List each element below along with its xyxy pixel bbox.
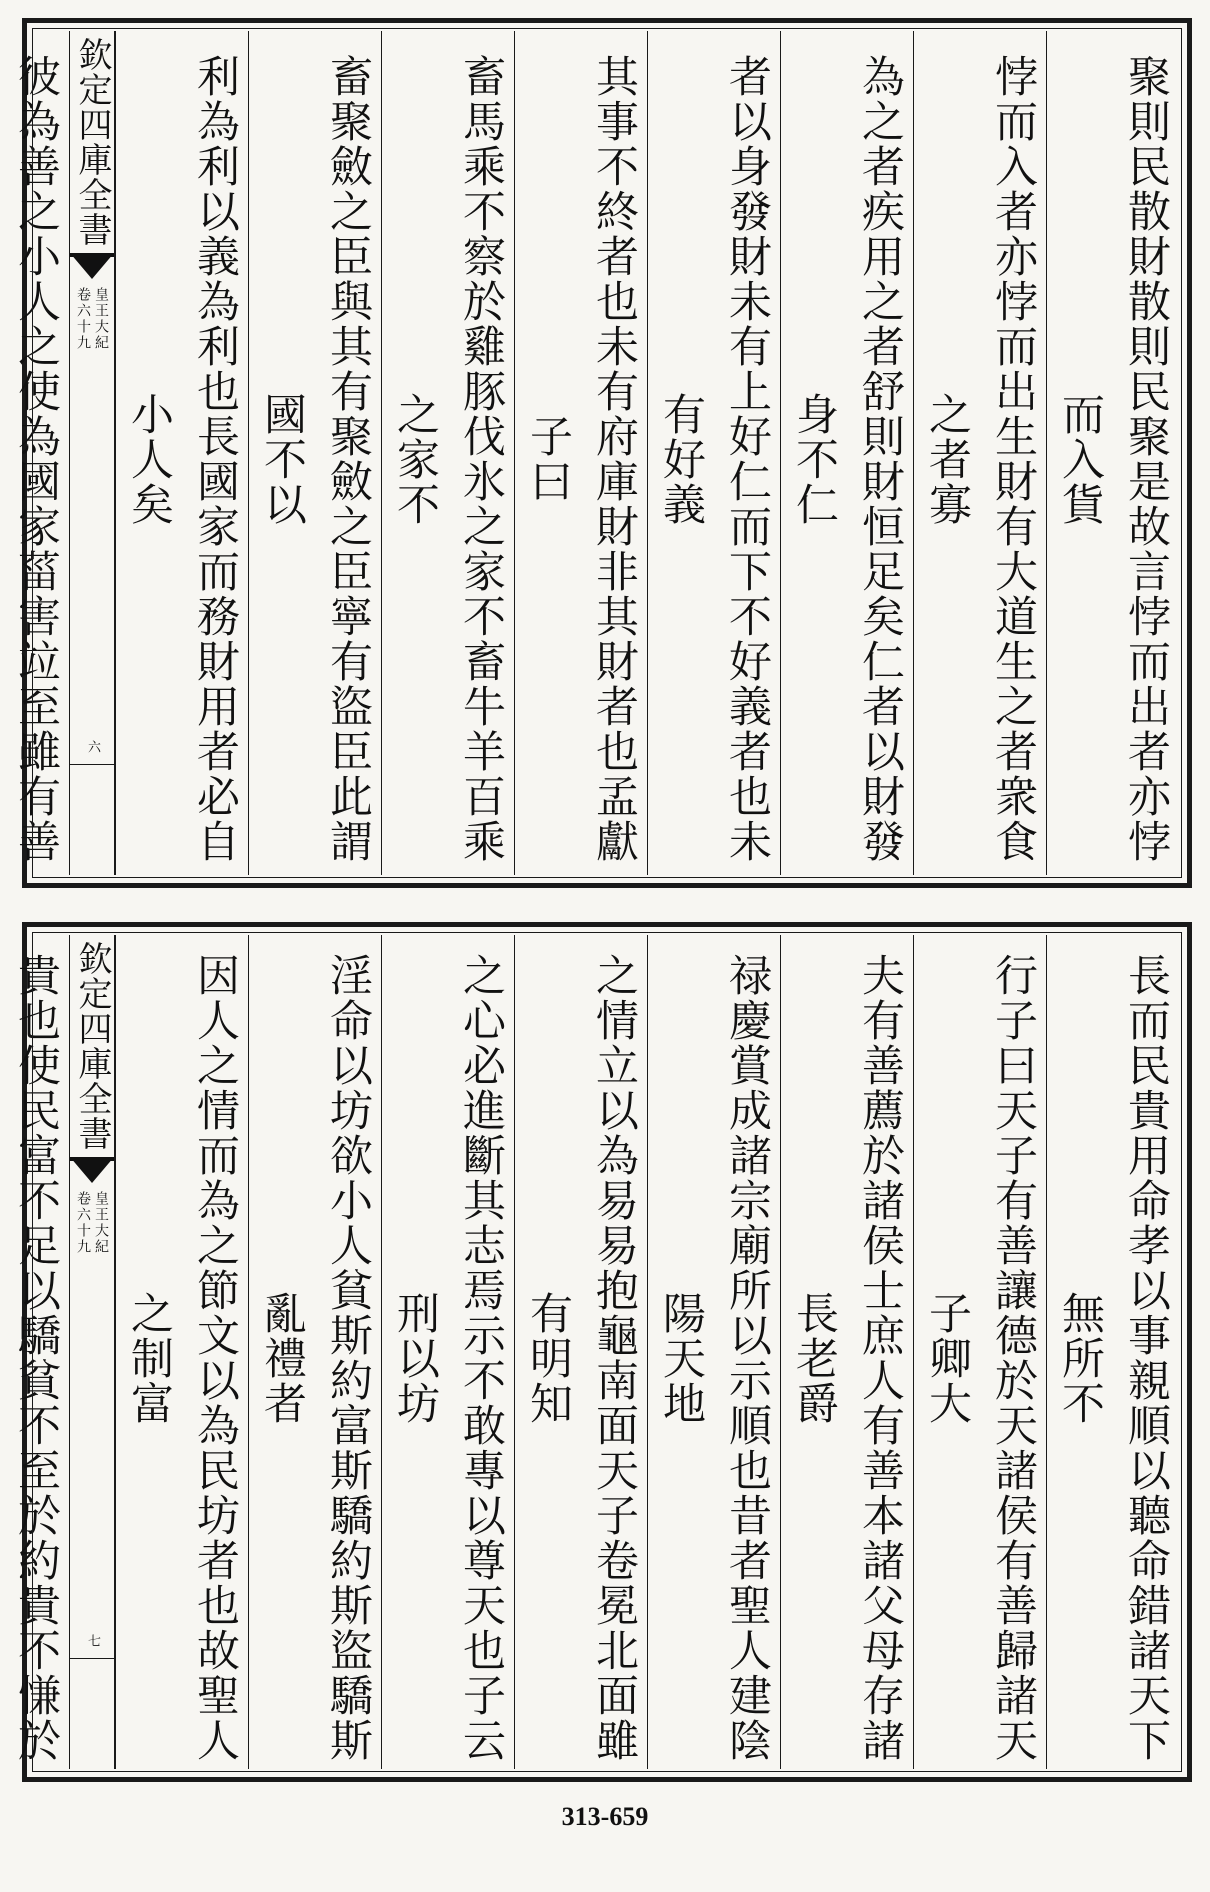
text-column: 其事不終者也未有府庫財非其財者也孟獻子曰 [514,31,647,875]
leaf-page-number: 六 [85,740,100,755]
page-reference: 313-659 [561,1802,649,1831]
text-column: 為之者疾用之者舒則財恒足矣仁者以財發身不仁 [780,31,913,875]
juan-number: 卷六十九 [75,287,91,351]
center-fold-column [69,31,115,875]
collection-title: 欽定四庫全書 [72,37,112,247]
text-column: 淫命以坊欲小人貧斯約富斯驕約斯盜驕斯亂禮者 [248,935,381,1769]
fold-rule [70,1658,114,1660]
top-page [11,18,1192,888]
collection-title: 欽定四庫全書 [72,941,112,1151]
text-column: 貴也使民富不足以驕貧不至於約貴不慊於 [0,935,69,1769]
center-fold-lower [70,1255,114,1769]
fishtail-mark [70,1157,114,1183]
text-column: 因人之情而為之節文以為民坊者也故聖人之制富 [115,935,248,1769]
text-column: 夫有善薦於諸侯士庶人有善本諸父母存諸長老爵 [780,935,913,1769]
text-column: 利為利以義為利也長國家而務財用者必自小人矣 [115,31,248,875]
text-column: 之情立以為易易抱龜南面天子卷冕北面雖有明知 [514,935,647,1769]
center-fold-lower [70,351,114,875]
center-fold-column [69,935,115,1769]
bottom-page-columns [11,935,1179,1769]
text-column: 畜馬乘不察於雞豚伐氷之家不畜牛羊百乘之家不 [381,31,514,875]
fold-rule [70,764,114,766]
center-meta [75,287,109,351]
text-column: 行子曰天子有善讓德於天諸侯有善歸諸天子卿大 [913,935,1046,1769]
text-column: 之心必進斷其志焉示不敢專以尊天也子云刑以坊 [381,935,514,1769]
text-column: 者以身發財未有上好仁而下不好義者也未有好義 [647,31,780,875]
leaf-page-number: 七 [85,1634,100,1649]
top-page-columns [11,31,1179,875]
book-title: 皇王大紀 [93,1191,109,1255]
text-column: 彼為善之小人之使為國家菑害竝至雖有善 [0,31,69,875]
text-column: 長而民貴用命孝以事親順以聽命錯諸天下無所不 [1046,935,1179,1769]
text-column: 禄慶賞成諸宗廟所以示順也昔者聖人建陰陽天地 [647,935,780,1769]
text-column: 悖而入者亦悖而出生財有大道生之者衆食之者寡 [913,31,1046,875]
center-meta [75,1191,109,1255]
text-column: 畜聚斂之臣與其有聚斂之臣寧有盜臣此謂國不以 [248,31,381,875]
book-title: 皇王大紀 [93,287,109,351]
fishtail-mark [70,253,114,279]
juan-number: 卷六十九 [75,1191,91,1255]
bottom-page [11,922,1192,1782]
text-column: 聚則民散財散則民聚是故言悖而出者亦悖而入貨 [1046,31,1179,875]
